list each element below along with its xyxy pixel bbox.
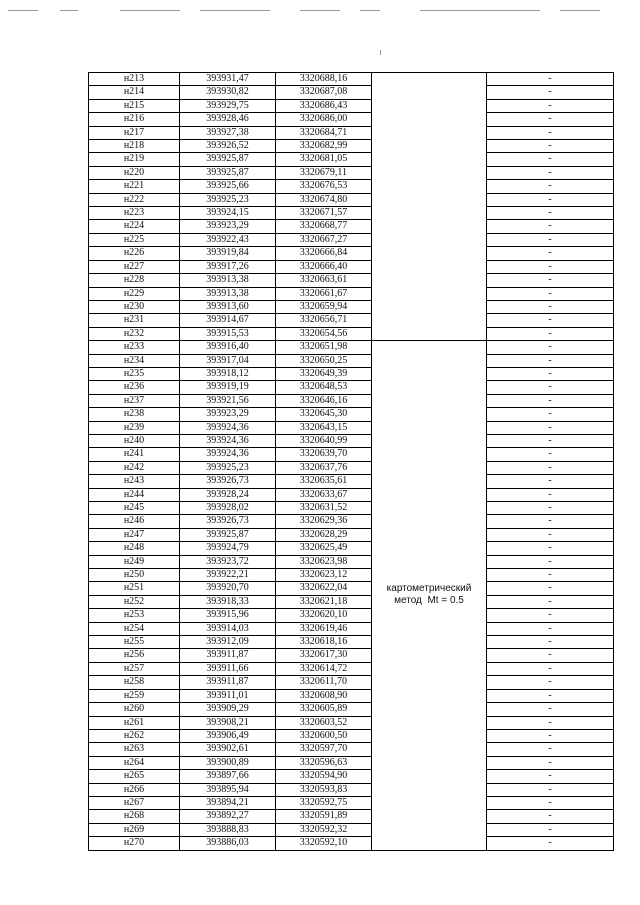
table-row [89, 260, 614, 273]
y-coordinate-cell: 3320635,61 [276, 475, 372, 488]
note-cell: - [487, 381, 614, 394]
y-coordinate-cell: 3320592,32 [276, 823, 372, 836]
note-cell: - [487, 528, 614, 541]
note-cell: - [487, 542, 614, 555]
table-row [89, 166, 614, 179]
point-id-cell: н249 [89, 555, 180, 568]
note-cell: - [487, 475, 614, 488]
x-coordinate-cell: 393918,33 [180, 595, 276, 608]
y-coordinate-cell: 3320682,99 [276, 140, 372, 153]
x-coordinate-cell: 393908,21 [180, 716, 276, 729]
table-row [89, 381, 614, 394]
note-cell: - [487, 99, 614, 112]
y-coordinate-cell: 3320686,00 [276, 113, 372, 126]
point-id-cell: н260 [89, 703, 180, 716]
y-coordinate-cell: 3320651,98 [276, 341, 372, 354]
table-row [89, 689, 614, 702]
y-coordinate-cell: 3320659,94 [276, 300, 372, 313]
point-id-cell: н256 [89, 649, 180, 662]
point-id-cell: н225 [89, 233, 180, 246]
y-coordinate-cell: 3320633,67 [276, 488, 372, 501]
x-coordinate-cell: 393912,09 [180, 636, 276, 649]
y-coordinate-cell: 3320608,90 [276, 689, 372, 702]
point-id-cell: н236 [89, 381, 180, 394]
y-coordinate-cell: 3320628,29 [276, 528, 372, 541]
note-cell: - [487, 837, 614, 850]
x-coordinate-cell: 393929,75 [180, 99, 276, 112]
table-row [89, 300, 614, 313]
table-row [89, 528, 614, 541]
y-coordinate-cell: 3320654,56 [276, 327, 372, 340]
x-coordinate-cell: 393926,52 [180, 140, 276, 153]
table-row [89, 193, 614, 206]
table-row [89, 140, 614, 153]
x-coordinate-cell: 393923,29 [180, 220, 276, 233]
y-coordinate-cell: 3320623,98 [276, 555, 372, 568]
point-id-cell: н265 [89, 770, 180, 783]
y-coordinate-cell: 3320596,63 [276, 756, 372, 769]
y-coordinate-cell: 3320676,53 [276, 180, 372, 193]
y-coordinate-cell: 3320687,08 [276, 86, 372, 99]
point-id-cell: н222 [89, 193, 180, 206]
y-coordinate-cell: 3320668,77 [276, 220, 372, 233]
point-id-cell: н246 [89, 515, 180, 528]
table-row [89, 595, 614, 608]
table-row [89, 649, 614, 662]
table-row [89, 180, 614, 193]
note-cell: - [487, 287, 614, 300]
note-cell: - [487, 609, 614, 622]
x-coordinate-cell: 393913,38 [180, 287, 276, 300]
point-id-cell: н214 [89, 86, 180, 99]
note-cell: - [487, 796, 614, 809]
x-coordinate-cell: 393917,26 [180, 260, 276, 273]
x-coordinate-cell: 393892,27 [180, 810, 276, 823]
note-cell: - [487, 408, 614, 421]
note-cell: - [487, 327, 614, 340]
x-coordinate-cell: 393925,66 [180, 180, 276, 193]
table-row [89, 622, 614, 635]
x-coordinate-cell: 393911,66 [180, 662, 276, 675]
table-row [89, 207, 614, 220]
x-coordinate-cell: 393921,56 [180, 394, 276, 407]
note-cell: - [487, 689, 614, 702]
note-cell: - [487, 140, 614, 153]
y-coordinate-cell: 3320648,53 [276, 381, 372, 394]
table-row [89, 609, 614, 622]
note-cell: - [487, 783, 614, 796]
table-row [89, 327, 614, 340]
point-id-cell: н217 [89, 126, 180, 139]
table-row [89, 555, 614, 568]
y-coordinate-cell: 3320661,67 [276, 287, 372, 300]
x-coordinate-cell: 393922,21 [180, 569, 276, 582]
table-row [89, 341, 614, 354]
x-coordinate-cell: 393895,94 [180, 783, 276, 796]
point-id-cell: н269 [89, 823, 180, 836]
y-coordinate-cell: 3320649,39 [276, 367, 372, 380]
note-cell: - [487, 770, 614, 783]
point-id-cell: н223 [89, 207, 180, 220]
note-cell: - [487, 555, 614, 568]
note-cell: - [487, 622, 614, 635]
table-row [89, 113, 614, 126]
y-coordinate-cell: 3320618,16 [276, 636, 372, 649]
table-row [89, 126, 614, 139]
y-coordinate-cell: 3320666,40 [276, 260, 372, 273]
table-row [89, 220, 614, 233]
y-coordinate-cell: 3320597,70 [276, 743, 372, 756]
x-coordinate-cell: 393919,19 [180, 381, 276, 394]
x-coordinate-cell: 393925,87 [180, 166, 276, 179]
note-cell: - [487, 662, 614, 675]
x-coordinate-cell: 393920,70 [180, 582, 276, 595]
x-coordinate-cell: 393900,89 [180, 756, 276, 769]
note-cell: - [487, 274, 614, 287]
note-cell: - [487, 488, 614, 501]
y-coordinate-cell: 3320620,10 [276, 609, 372, 622]
point-id-cell: н270 [89, 837, 180, 850]
table-row [89, 542, 614, 555]
note-cell: - [487, 515, 614, 528]
note-cell: - [487, 703, 614, 716]
y-coordinate-cell: 3320629,36 [276, 515, 372, 528]
coordinates-table [88, 72, 614, 851]
point-id-cell: н250 [89, 569, 180, 582]
x-coordinate-cell: 393911,87 [180, 649, 276, 662]
table-row [89, 86, 614, 99]
table-row [89, 703, 614, 716]
x-coordinate-cell: 393924,36 [180, 448, 276, 461]
note-cell: - [487, 247, 614, 260]
coordinates-table-body [89, 73, 614, 851]
note-cell: - [487, 113, 614, 126]
note-cell: - [487, 166, 614, 179]
table-row [89, 716, 614, 729]
x-coordinate-cell: 393916,40 [180, 341, 276, 354]
note-cell: - [487, 756, 614, 769]
note-cell: - [487, 341, 614, 354]
table-row [89, 729, 614, 742]
x-coordinate-cell: 393923,29 [180, 408, 276, 421]
y-coordinate-cell: 3320594,90 [276, 770, 372, 783]
x-coordinate-cell: 393894,21 [180, 796, 276, 809]
x-coordinate-cell: 393915,96 [180, 609, 276, 622]
note-cell: - [487, 649, 614, 662]
y-coordinate-cell: 3320621,18 [276, 595, 372, 608]
table-row [89, 394, 614, 407]
point-id-cell: н232 [89, 327, 180, 340]
note-cell: - [487, 233, 614, 246]
point-id-cell: н237 [89, 394, 180, 407]
x-coordinate-cell: 393926,73 [180, 515, 276, 528]
y-coordinate-cell: 3320617,30 [276, 649, 372, 662]
y-coordinate-cell: 3320592,10 [276, 837, 372, 850]
note-cell: - [487, 394, 614, 407]
point-id-cell: н267 [89, 796, 180, 809]
y-coordinate-cell: 3320593,83 [276, 783, 372, 796]
point-id-cell: н227 [89, 260, 180, 273]
point-id-cell: н254 [89, 622, 180, 635]
x-coordinate-cell: 393897,66 [180, 770, 276, 783]
x-coordinate-cell: 393924,36 [180, 421, 276, 434]
table-row [89, 636, 614, 649]
point-id-cell: н239 [89, 421, 180, 434]
x-coordinate-cell: 393913,38 [180, 274, 276, 287]
note-cell: - [487, 595, 614, 608]
point-id-cell: н216 [89, 113, 180, 126]
point-id-cell: н228 [89, 274, 180, 287]
point-id-cell: н226 [89, 247, 180, 260]
x-coordinate-cell: 393913,60 [180, 300, 276, 313]
note-cell: - [487, 676, 614, 689]
table-row [89, 287, 614, 300]
note-cell: - [487, 421, 614, 434]
x-coordinate-cell: 393931,47 [180, 73, 276, 86]
y-coordinate-cell: 3320591,89 [276, 810, 372, 823]
note-cell: - [487, 126, 614, 139]
point-id-cell: н247 [89, 528, 180, 541]
point-id-cell: н224 [89, 220, 180, 233]
y-coordinate-cell: 3320614,72 [276, 662, 372, 675]
x-coordinate-cell: 393928,24 [180, 488, 276, 501]
x-coordinate-cell: 393914,67 [180, 314, 276, 327]
table-row [89, 837, 614, 850]
note-cell: - [487, 448, 614, 461]
x-coordinate-cell: 393925,87 [180, 528, 276, 541]
y-coordinate-cell: 3320667,27 [276, 233, 372, 246]
point-id-cell: н248 [89, 542, 180, 555]
point-id-cell: н251 [89, 582, 180, 595]
point-id-cell: н259 [89, 689, 180, 702]
x-coordinate-cell: 393924,79 [180, 542, 276, 555]
x-coordinate-cell: 393930,82 [180, 86, 276, 99]
method-text-line2: метод Mt = 0.5 [394, 595, 464, 607]
note-cell: - [487, 354, 614, 367]
table-row [89, 448, 614, 461]
x-coordinate-cell: 393928,02 [180, 502, 276, 515]
scan-mark [380, 50, 381, 55]
table-row [89, 569, 614, 582]
x-coordinate-cell: 393911,01 [180, 689, 276, 702]
y-coordinate-cell: 3320623,12 [276, 569, 372, 582]
note-cell: - [487, 367, 614, 380]
table-row [89, 676, 614, 689]
y-coordinate-cell: 3320600,50 [276, 729, 372, 742]
note-cell: - [487, 207, 614, 220]
table-row [89, 662, 614, 675]
table-row [89, 796, 614, 809]
x-coordinate-cell: 393928,46 [180, 113, 276, 126]
note-cell: - [487, 502, 614, 515]
note-cell: - [487, 743, 614, 756]
y-coordinate-cell: 3320663,61 [276, 274, 372, 287]
y-coordinate-cell: 3320646,16 [276, 394, 372, 407]
x-coordinate-cell: 393906,49 [180, 729, 276, 742]
y-coordinate-cell: 3320674,80 [276, 193, 372, 206]
note-cell: - [487, 260, 614, 273]
point-id-cell: н242 [89, 461, 180, 474]
x-coordinate-cell: 393927,38 [180, 126, 276, 139]
y-coordinate-cell: 3320686,43 [276, 99, 372, 112]
x-coordinate-cell: 393886,03 [180, 837, 276, 850]
point-id-cell: н213 [89, 73, 180, 86]
point-id-cell: н244 [89, 488, 180, 501]
x-coordinate-cell: 393888,83 [180, 823, 276, 836]
point-id-cell: н252 [89, 595, 180, 608]
y-coordinate-cell: 3320671,57 [276, 207, 372, 220]
point-id-cell: н215 [89, 99, 180, 112]
y-coordinate-cell: 3320603,52 [276, 716, 372, 729]
table-row [89, 743, 614, 756]
note-cell: - [487, 314, 614, 327]
x-coordinate-cell: 393922,43 [180, 233, 276, 246]
y-coordinate-cell: 3320688,16 [276, 73, 372, 86]
note-cell: - [487, 73, 614, 86]
table-row [89, 73, 614, 86]
point-id-cell: н240 [89, 434, 180, 447]
table-row [89, 247, 614, 260]
point-id-cell: н255 [89, 636, 180, 649]
point-id-cell: н219 [89, 153, 180, 166]
note-cell: - [487, 300, 614, 313]
y-coordinate-cell: 3320656,71 [276, 314, 372, 327]
note-cell: - [487, 636, 614, 649]
point-id-cell: н268 [89, 810, 180, 823]
x-coordinate-cell: 393919,84 [180, 247, 276, 260]
table-row [89, 515, 614, 528]
note-cell: - [487, 220, 614, 233]
scan-artifact-strip [0, 0, 640, 20]
x-coordinate-cell: 393925,23 [180, 193, 276, 206]
y-coordinate-cell: 3320625,49 [276, 542, 372, 555]
note-cell: - [487, 461, 614, 474]
y-coordinate-cell: 3320681,05 [276, 153, 372, 166]
point-id-cell: н258 [89, 676, 180, 689]
y-coordinate-cell: 3320605,89 [276, 703, 372, 716]
point-id-cell: н257 [89, 662, 180, 675]
x-coordinate-cell: 393925,23 [180, 461, 276, 474]
method-cell-empty [372, 73, 487, 341]
note-cell: - [487, 729, 614, 742]
table-row [89, 770, 614, 783]
table-row [89, 461, 614, 474]
point-id-cell: н261 [89, 716, 180, 729]
point-id-cell: н218 [89, 140, 180, 153]
table-row [89, 99, 614, 112]
point-id-cell: н221 [89, 180, 180, 193]
x-coordinate-cell: 393924,15 [180, 207, 276, 220]
y-coordinate-cell: 3320666,84 [276, 247, 372, 260]
point-id-cell: н253 [89, 609, 180, 622]
table-row [89, 488, 614, 501]
y-coordinate-cell: 3320619,46 [276, 622, 372, 635]
x-coordinate-cell: 393924,36 [180, 434, 276, 447]
point-id-cell: н235 [89, 367, 180, 380]
y-coordinate-cell: 3320640,99 [276, 434, 372, 447]
table-row [89, 810, 614, 823]
table-row [89, 756, 614, 769]
table-row [89, 823, 614, 836]
point-id-cell: н245 [89, 502, 180, 515]
note-cell: - [487, 193, 614, 206]
x-coordinate-cell: 393902,61 [180, 743, 276, 756]
note-cell: - [487, 569, 614, 582]
x-coordinate-cell: 393917,04 [180, 354, 276, 367]
method-text-line1: картометрический [386, 583, 472, 595]
point-id-cell: н266 [89, 783, 180, 796]
note-cell: - [487, 153, 614, 166]
table-row [89, 367, 614, 380]
point-id-cell: н234 [89, 354, 180, 367]
y-coordinate-cell: 3320622,04 [276, 582, 372, 595]
note-cell: - [487, 823, 614, 836]
y-coordinate-cell: 3320639,70 [276, 448, 372, 461]
y-coordinate-cell: 3320637,76 [276, 461, 372, 474]
note-cell: - [487, 582, 614, 595]
note-cell: - [487, 180, 614, 193]
y-coordinate-cell: 3320643,15 [276, 421, 372, 434]
point-id-cell: н220 [89, 166, 180, 179]
table-row [89, 475, 614, 488]
x-coordinate-cell: 393918,12 [180, 367, 276, 380]
table-row [89, 408, 614, 421]
table-row [89, 233, 614, 246]
y-coordinate-cell: 3320650,25 [276, 354, 372, 367]
point-id-cell: н243 [89, 475, 180, 488]
point-id-cell: н264 [89, 756, 180, 769]
y-coordinate-cell: 3320631,52 [276, 502, 372, 515]
y-coordinate-cell: 3320645,30 [276, 408, 372, 421]
point-id-cell: н238 [89, 408, 180, 421]
x-coordinate-cell: 393915,53 [180, 327, 276, 340]
point-id-cell: н230 [89, 300, 180, 313]
method-cell [372, 341, 487, 850]
note-cell: - [487, 86, 614, 99]
point-id-cell: н229 [89, 287, 180, 300]
table-row [89, 434, 614, 447]
x-coordinate-cell: 393926,73 [180, 475, 276, 488]
x-coordinate-cell: 393911,87 [180, 676, 276, 689]
x-coordinate-cell: 393925,87 [180, 153, 276, 166]
table-row [89, 314, 614, 327]
y-coordinate-cell: 3320679,11 [276, 166, 372, 179]
table-row [89, 274, 614, 287]
point-id-cell: н262 [89, 729, 180, 742]
y-coordinate-cell: 3320684,71 [276, 126, 372, 139]
note-cell: - [487, 810, 614, 823]
table-row [89, 354, 614, 367]
table-row [89, 783, 614, 796]
x-coordinate-cell: 393923,72 [180, 555, 276, 568]
point-id-cell: н263 [89, 743, 180, 756]
table-row [89, 153, 614, 166]
note-cell: - [487, 434, 614, 447]
y-coordinate-cell: 3320611,70 [276, 676, 372, 689]
table-row [89, 502, 614, 515]
x-coordinate-cell: 393914,03 [180, 622, 276, 635]
table-row [89, 582, 614, 595]
point-id-cell: н231 [89, 314, 180, 327]
x-coordinate-cell: 393909,29 [180, 703, 276, 716]
table-row [89, 421, 614, 434]
note-cell: - [487, 716, 614, 729]
y-coordinate-cell: 3320592,75 [276, 796, 372, 809]
point-id-cell: н241 [89, 448, 180, 461]
point-id-cell: н233 [89, 341, 180, 354]
